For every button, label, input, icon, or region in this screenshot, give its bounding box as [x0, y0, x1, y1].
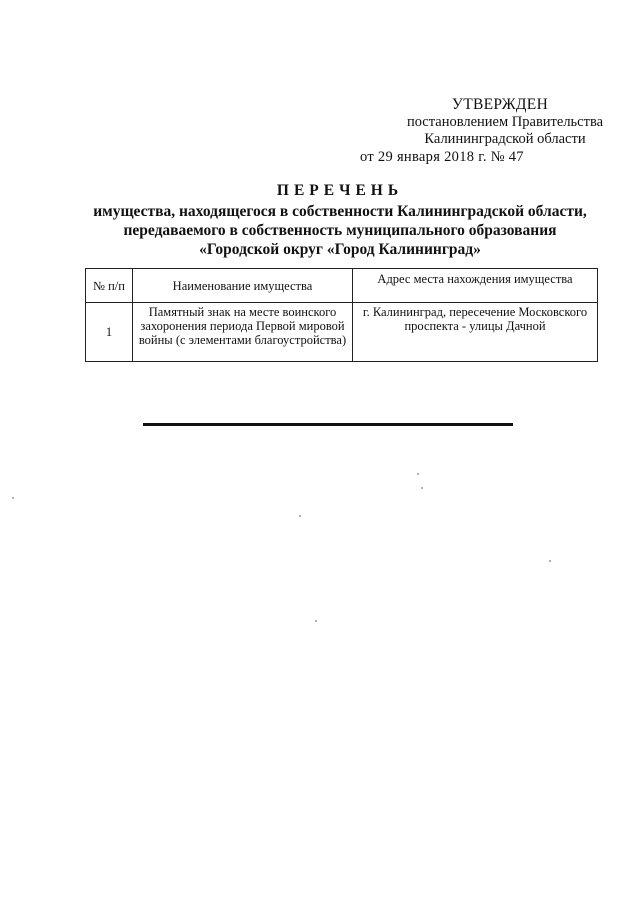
header-number: № п/п [86, 269, 133, 303]
header-property-name: Наименование имущества [133, 269, 353, 303]
approval-heading: УТВЕРЖДЕН [451, 96, 549, 113]
scan-speck [421, 487, 423, 489]
approval-stamp [360, 96, 610, 166]
cell-property-name: Памятный знак на месте воинского захоронения периода Первой мировой войны (с элементами благоустройства) [133, 303, 353, 362]
cell-number: 1 [86, 303, 133, 362]
scan-speck [417, 473, 419, 475]
property-table [85, 268, 598, 362]
cell-address: г. Калининград, пересечение Московского проспекта - улицы Дачной [353, 303, 598, 362]
closing-rule [143, 423, 513, 426]
scan-speck [299, 515, 301, 517]
approval-line-region: Калининградской области [424, 131, 586, 147]
title-main: ПЕРЕЧЕНЬ [276, 182, 404, 199]
scan-speck [12, 497, 14, 499]
header-address: Адрес места нахождения имущества [353, 269, 598, 303]
title-line-1: имущества, находящегося в собственности Калининградской области, [93, 203, 587, 220]
document-title [60, 181, 620, 259]
table-row [86, 303, 598, 362]
approval-date: от 29 января 2018 г. № 47 [360, 149, 524, 165]
title-line-3: «Городской округ «Город Калининград» [199, 241, 481, 258]
scan-speck [549, 560, 551, 562]
table-header-row [86, 269, 598, 303]
title-line-2: передаваемого в собственность муниципального образования [123, 222, 557, 239]
approval-line-resolution: постановлением Правительства [406, 114, 604, 130]
scan-speck [315, 620, 317, 622]
